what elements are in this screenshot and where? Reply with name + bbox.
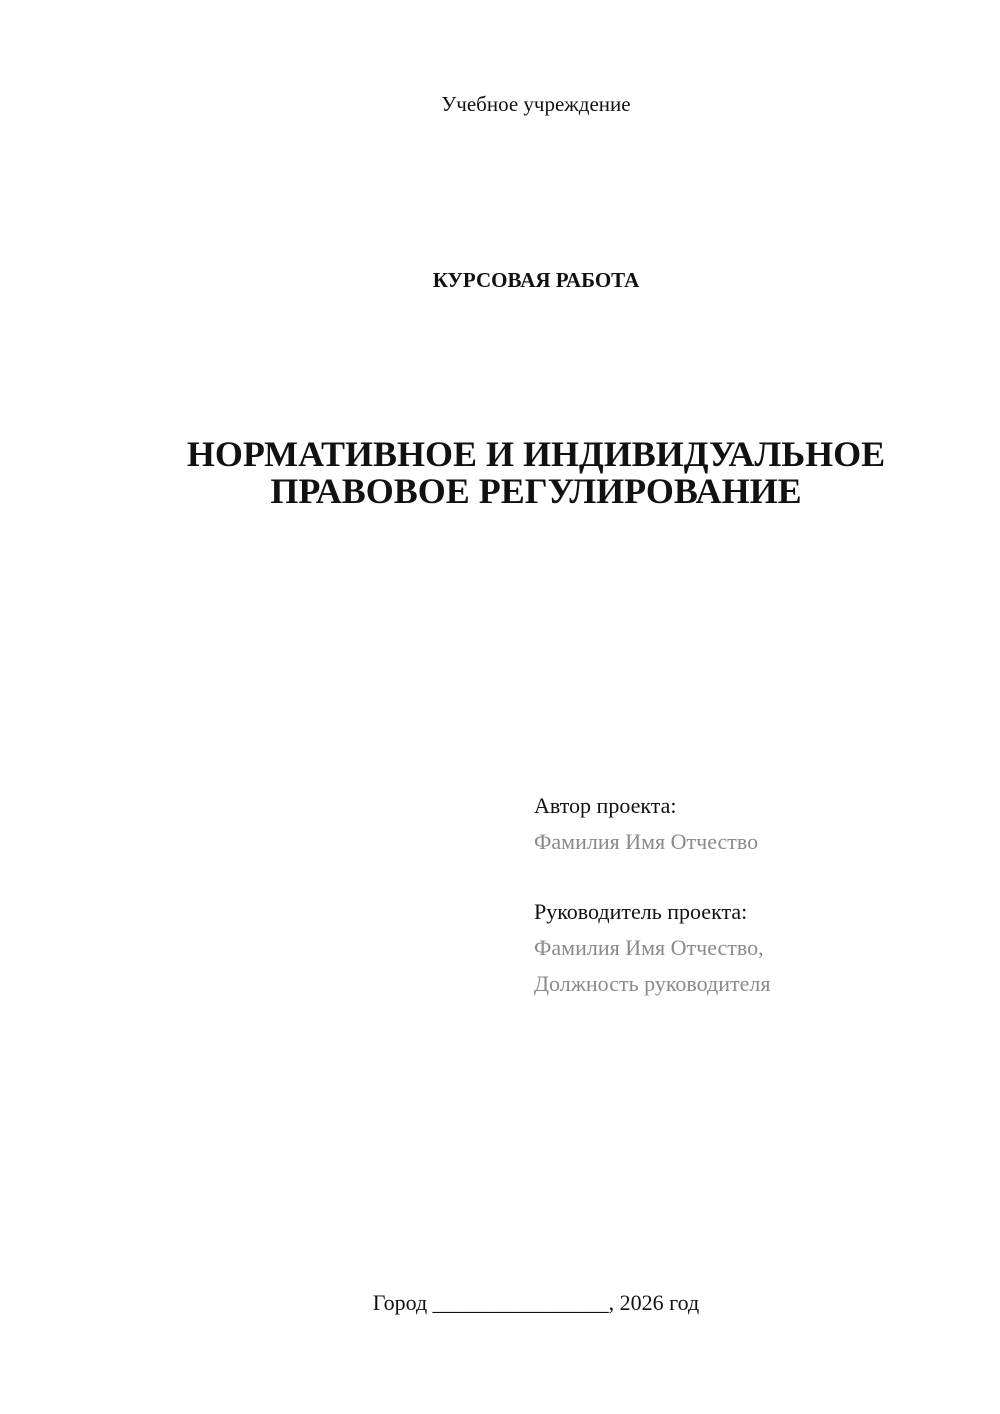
supervisor-position: Должность руководителя <box>534 971 771 996</box>
document-title-line-1: НОРМАТИВНОЕ И ИНДИВИДУАЛЬНОЕ <box>186 434 886 474</box>
author-name: Фамилия Имя Отчество <box>534 829 759 854</box>
work-type-heading: КУРСОВАЯ РАБОТА <box>432 268 640 292</box>
credits-block <box>534 788 770 1002</box>
supervisor-name: Фамилия Имя Отчество, <box>534 935 764 960</box>
document-title <box>0 436 1000 510</box>
document-title-line-2: ПРАВОВОЕ РЕГУЛИРОВАНИЕ <box>270 471 802 511</box>
author-label: Автор проекта: <box>534 793 677 818</box>
supervisor-label: Руководитель проекта: <box>534 899 748 924</box>
city-year-footer: Город ________________, 2026 год <box>372 1290 700 1315</box>
institution-name: Учебное учреждение <box>441 92 631 116</box>
